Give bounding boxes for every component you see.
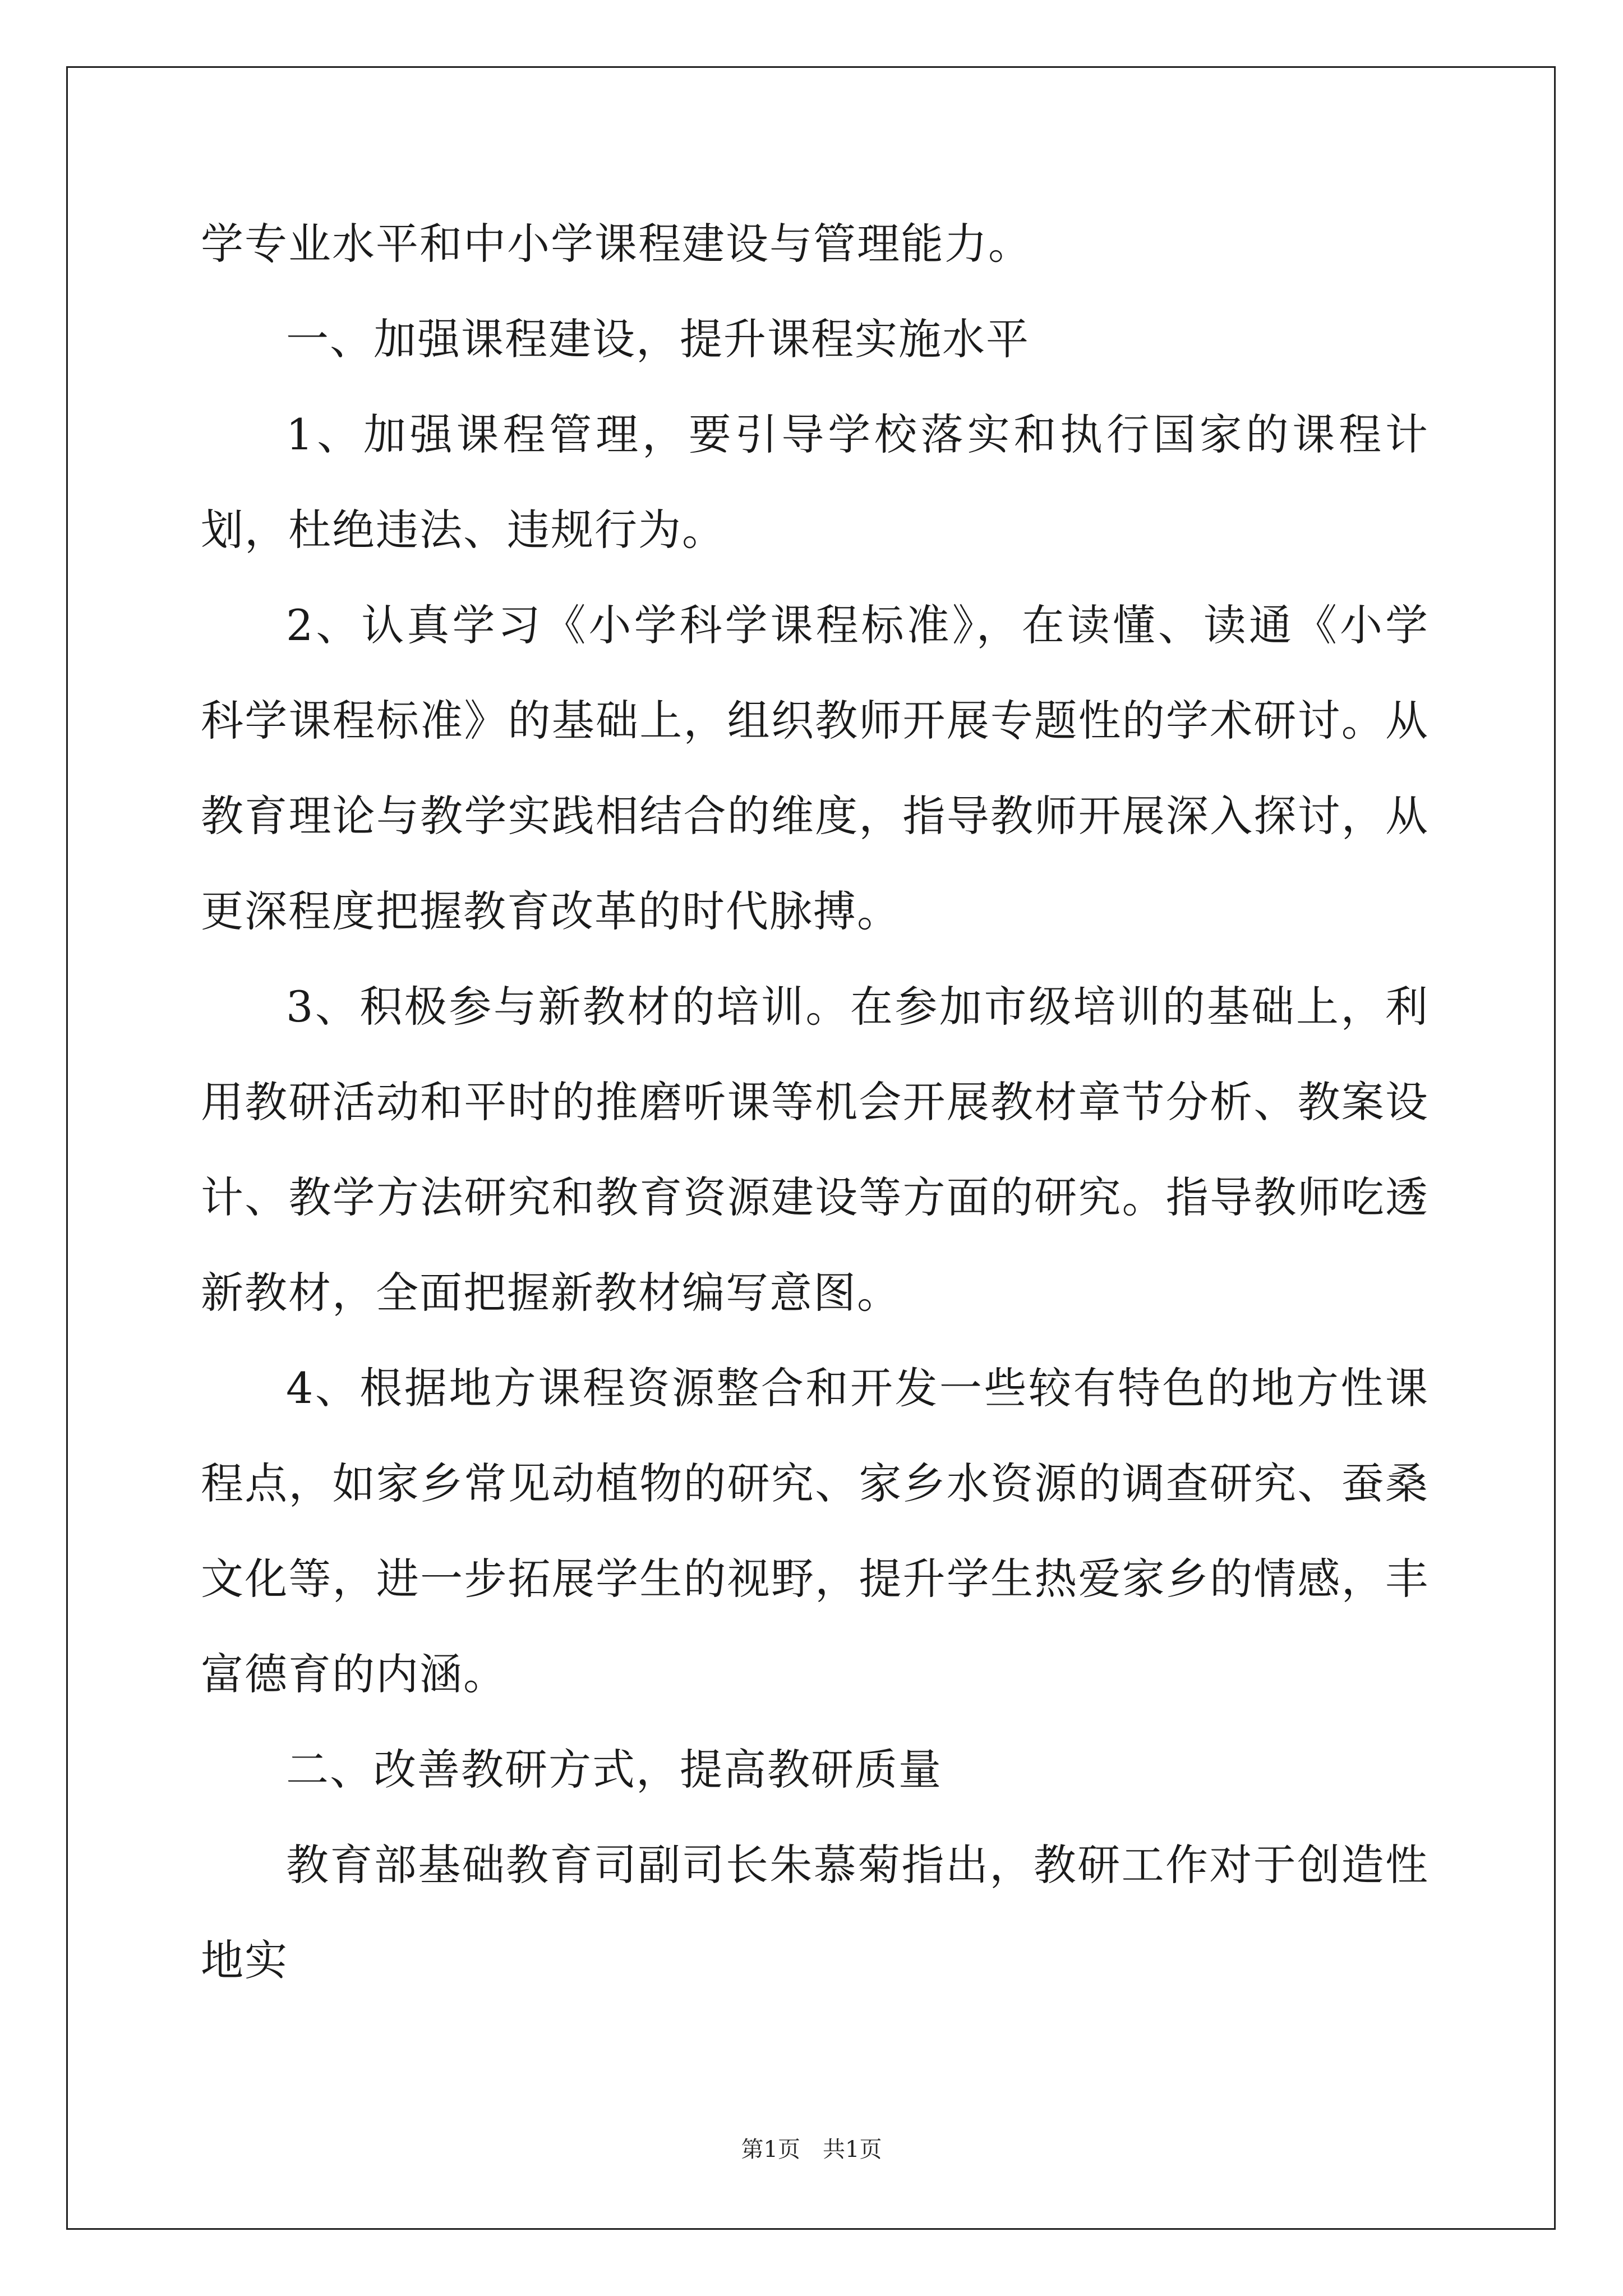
paragraph: 2、认真学习《小学科学课程标准》，在读懂、读通《小学科学课程标准》的基础上，组织教师开展专题性的学术研讨。从教育理论与教学实践相结合的维度，指导教师开展深入探讨，从更深程度把握教育改革的时代脉搏。 [201, 600, 1429, 936]
paragraph: 4、根据地方课程资源整合和开发一些较有特色的地方性课程点，如家乡常见动植物的研究、家乡水资源的调查研究、蚕桑文化等，进一步拓展学生的视野，提升学生热爱家乡的情感，丰富德育的内涵。 [201, 1363, 1429, 1699]
paragraph: 学专业水平和中小学课程建设与管理能力。 [201, 219, 1032, 269]
section-heading: 二、改善教研方式，提高教研质量 [286, 1745, 942, 1795]
paragraph: 教育部基础教育司副司长朱慕菊指出，教研工作对于创造性地实 [201, 1840, 1429, 1985]
page-number: 第1页 [741, 2137, 800, 2162]
page-footer [0, 2133, 1623, 2166]
section-heading: 一、加强课程建设，提升课程实施水平 [286, 314, 1030, 364]
paragraph: 1、加强课程管理，要引导学校落实和执行国家的课程计划，杜绝违法、违规行为。 [201, 409, 1429, 555]
document-body [201, 196, 1429, 2008]
paragraph: 3、积极参与新教材的培训。在参加市级培训的基础上，利用教研活动和平时的推磨听课等机会开展教材章节分析、教案设计、教学方法研究和教育资源建设等方面的研究。指导教师吃透新教材，全面把握新教材编写意图。 [201, 982, 1429, 1318]
page-total: 共1页 [823, 2137, 882, 2162]
